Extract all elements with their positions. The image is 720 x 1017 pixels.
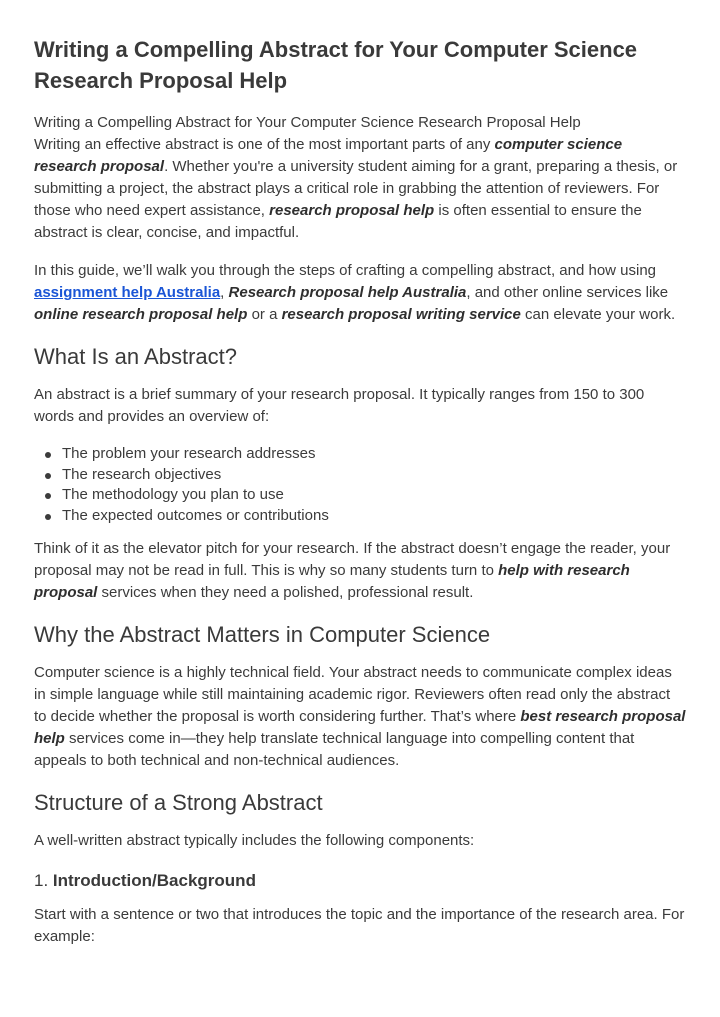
- emphasis-best-research-proposal-help: best research proposal help: [34, 708, 686, 747]
- emphasis-research-proposal-writing-service: research proposal writing service: [281, 306, 521, 323]
- emphasis-research-proposal-help-australia: Research proposal help Australia: [228, 284, 467, 301]
- page-title: Writing a Compelling Abstract for Your Computer Science Research Proposal Help: [34, 37, 638, 93]
- intro-paragraph: [34, 134, 686, 244]
- list-item: [62, 485, 686, 506]
- list-item: [62, 444, 686, 465]
- emphasis-online-research-proposal-help: online research proposal help: [34, 306, 248, 323]
- section1-text: Think of it as the elevator pitch for your research. If the abstract doesn’t engage the reader, your proposal may not be read in full. This is why so many students turn to: [34, 540, 671, 579]
- section1-text: services when they need a polished, professional result.: [97, 584, 474, 601]
- assignment-help-australia-link[interactable]: assignment help Australia: [34, 284, 221, 301]
- section1-paragraph-2: [34, 538, 686, 604]
- intro-text: Writing an effective abstract is one of the most important parts of any: [34, 136, 495, 153]
- subsection-heading-introduction: [34, 868, 686, 894]
- section-heading-why-abstract-matters: Why the Abstract Matters in Computer Science: [34, 622, 491, 647]
- list-item: [62, 506, 686, 527]
- subsection-title: Introduction/Background: [52, 871, 256, 890]
- list-item-text: The problem your research addresses: [62, 445, 316, 462]
- section1-paragraph: An abstract is a brief summary of your research proposal. It typically ranges from 150 to 300 words and provides an overview of:: [34, 386, 645, 425]
- list-item: [62, 465, 686, 486]
- guide-text: can elevate your work.: [520, 306, 676, 323]
- bullet-icon: [45, 473, 51, 479]
- emphasis-research-proposal-help: research proposal help: [269, 202, 435, 219]
- bullet-icon: [45, 452, 51, 458]
- list-item-text: The expected outcomes or contributions: [62, 506, 329, 524]
- section2-paragraph: [34, 662, 686, 772]
- list-item-text: The methodology you plan to use: [62, 486, 284, 503]
- section-heading-what-is-abstract: What Is an Abstract?: [34, 344, 237, 369]
- bullet-icon: [45, 493, 51, 499]
- section2-text: services come in—they help translate technical language into compelling content that appeals to both technical and non-technical audiences.: [34, 730, 635, 769]
- guide-paragraph: [34, 260, 686, 326]
- section3-paragraph-2: Start with a sentence or two that introduces the topic and the importance of the research area. For example:: [34, 906, 685, 945]
- guide-text: In this guide, we’ll walk you through the steps of crafting a compelling abstract, and how using: [34, 262, 657, 279]
- guide-text: or a: [247, 306, 282, 323]
- intro-text: is often essential to ensure the abstract is clear, concise, and impactful.: [34, 202, 642, 241]
- section-heading-structure: Structure of a Strong Abstract: [34, 790, 323, 815]
- abstract-components-list: [34, 444, 686, 526]
- list-item-text: The research objectives: [62, 465, 222, 483]
- section3-paragraph: A well-written abstract typically includes the following components:: [34, 832, 475, 849]
- section2-text: Computer science is a highly technical field. Your abstract needs to communicate complex ideas in simple language while still maintaining academic rigor. Reviewers often read only the abstract to decide whether the proposal is worth considering further. That’s where: [34, 664, 672, 725]
- bullet-icon: [45, 514, 51, 520]
- intro-text: . Whether you're a university student aiming for a grant, preparing a thesis, or submitting a project, the abstract plays a critical role in grabbing the attention of reviewers. For those who need expert assistance,: [34, 158, 678, 219]
- emphasis-computer-science-research-proposal: computer science research proposal: [34, 136, 623, 175]
- emphasis-help-with-research-proposal: help with research proposal: [34, 562, 630, 601]
- guide-text: , and other online services like: [466, 284, 669, 301]
- guide-text: ,: [220, 284, 229, 301]
- subsection-number: 1.: [34, 871, 53, 890]
- intro-line: Writing a Compelling Abstract for Your Computer Science Research Proposal Help: [34, 114, 581, 131]
